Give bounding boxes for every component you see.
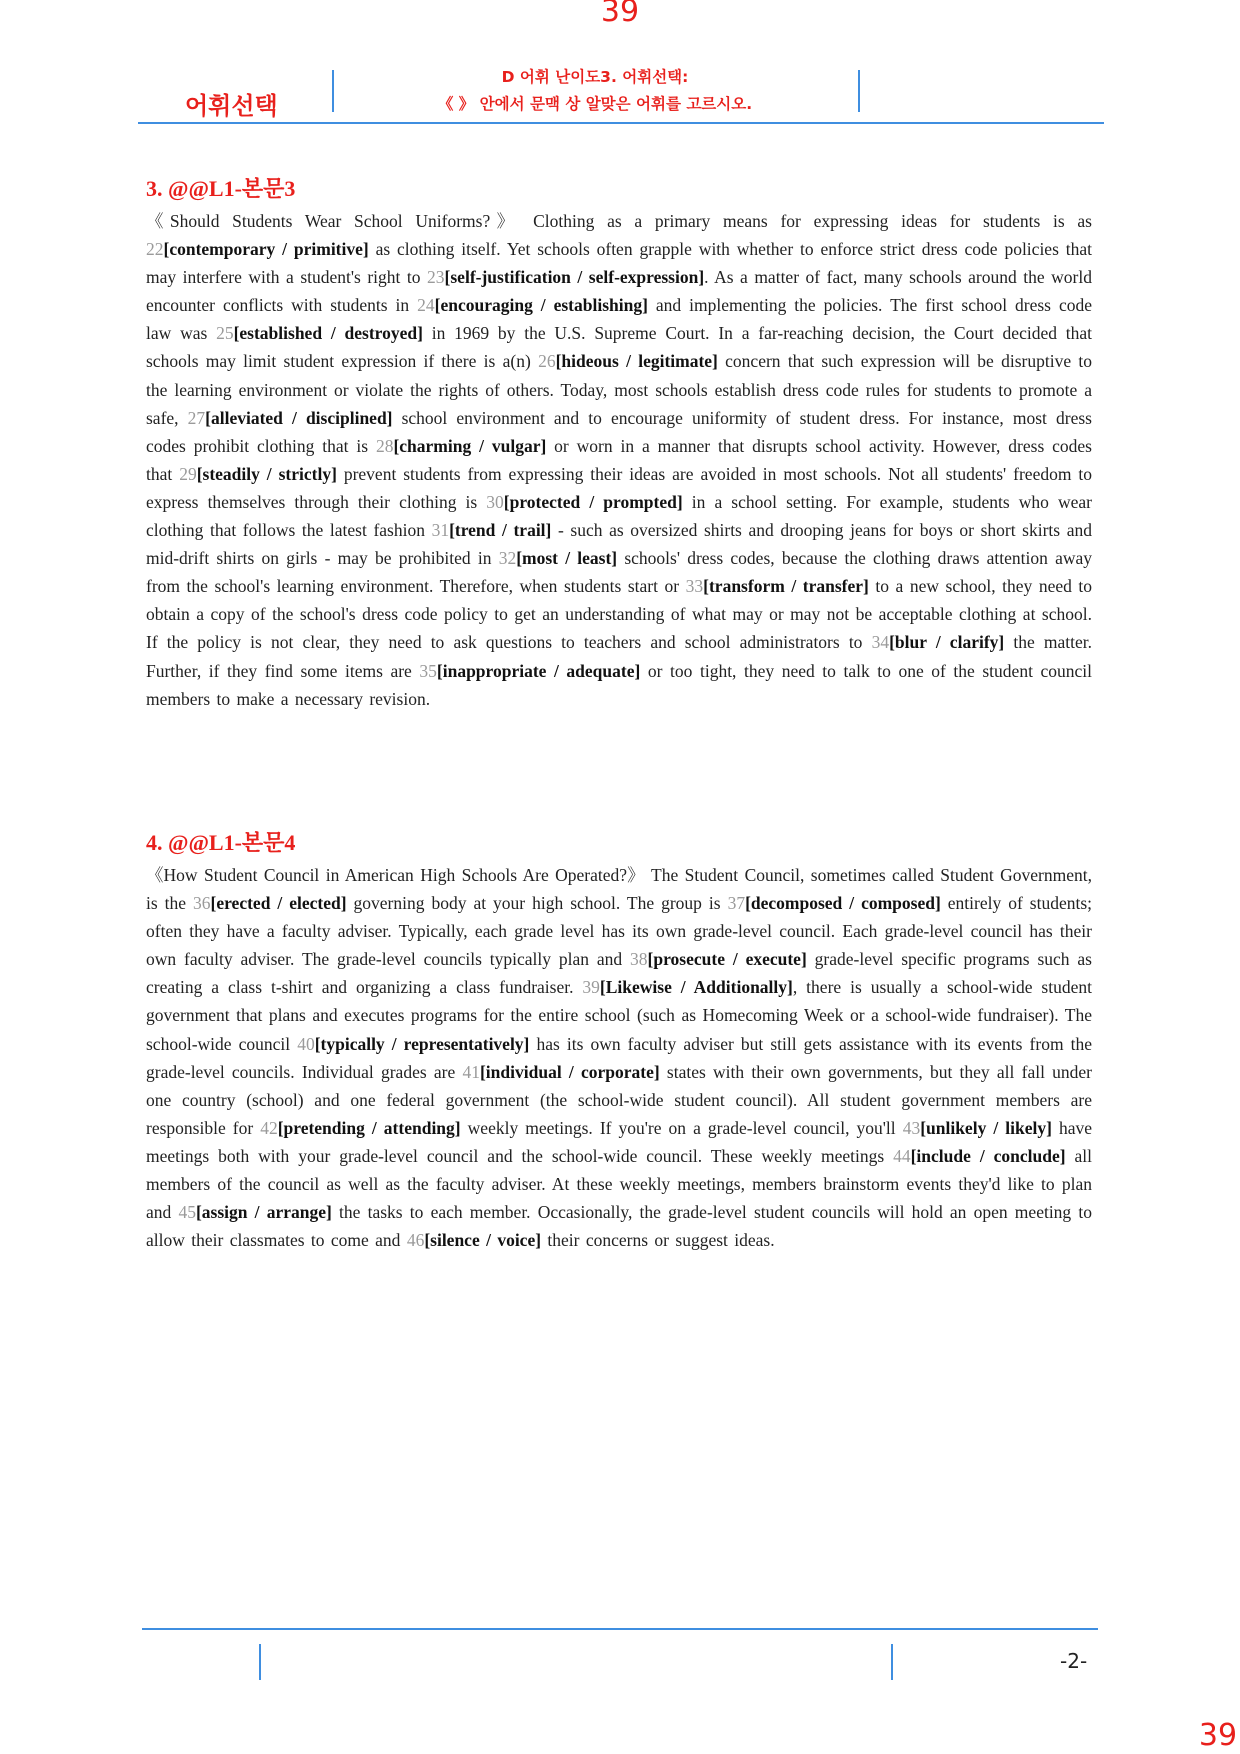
- passage-text: school environment and to encourage uniformity of student dress. For instance, most dress codes prohibit clothing that is: [146, 407, 1092, 456]
- word-choice: [encouraging / establishing]: [434, 295, 648, 316]
- blank-number: 44: [893, 1145, 911, 1166]
- word-choice: [contemporary / primitive]: [163, 239, 369, 260]
- passage-text: in 1969 by the U.S. Supreme Court. In a far-reaching decision, the Court decided that schools may limit student expression if there is a(n): [146, 323, 1092, 372]
- passage-text: their concerns or suggest ideas.: [541, 1230, 775, 1251]
- word-choice: [unlikely / likely]: [920, 1117, 1052, 1138]
- word-choice: [erected / elected]: [210, 893, 347, 914]
- footer-divider-right: [891, 1644, 893, 1680]
- passage-text: concern that such expression will be disruptive to the learning environment or violate the rights of others. Today, most schools establish dress code rules for students to promote a safe,: [146, 351, 1092, 428]
- footer-divider-left: [259, 1644, 261, 1680]
- passage-title: 4. @@L1-본문4: [146, 830, 296, 855]
- passage-title: 3. @@L1-본문3: [146, 176, 296, 201]
- passage-text: have meetings both with your grade-level council and the school-wide council. These weekly meetings: [146, 1117, 1092, 1166]
- blank-number: 23: [427, 267, 445, 288]
- word-choice: [assign / arrange]: [195, 1202, 332, 1223]
- passage-text: states with their own governments, but they all fall under one country (school) and one federal government (the school-wide student council). All student government members are responsible for: [146, 1061, 1093, 1138]
- passage-text: entirely of students; often they have a faculty adviser. Typically, each grade level has its own grade-level council. Each grade-level council has their own faculty adviser. The grade-level councils typically plan and: [146, 893, 1092, 970]
- footer-page-label: -2-: [1060, 1649, 1088, 1673]
- blank-number: 39: [582, 977, 600, 998]
- word-choice: [most / least]: [516, 548, 618, 569]
- passage-text: . As a matter of fact, many schools around the world encounter conflicts with students in: [146, 267, 1092, 316]
- footer-rule: [142, 1628, 1098, 1630]
- word-choice: [blur / clarify]: [889, 632, 1005, 653]
- passage-text: to a new school, they need to obtain a copy of the school's dress code policy to get an understanding of what may or may not be acceptable clothing at school. If the policy is not clear, they need to ask questions to teachers and school administrators to: [146, 576, 1093, 653]
- blank-number: 46: [406, 1230, 425, 1251]
- word-choice: [steadily / strictly]: [196, 463, 337, 484]
- passage-text: all members of the council as well as the faculty adviser. At these weekly meetings, members brainstorm events they'd like to plan and: [146, 1145, 1092, 1223]
- passage-text: weekly meetings. If you're on a grade-level council, you'll: [460, 1117, 903, 1138]
- blank-number: 28: [375, 435, 394, 456]
- word-choice: [silence / voice]: [424, 1230, 542, 1251]
- blank-number: 25: [216, 323, 234, 344]
- header-instruction: [332, 64, 858, 118]
- passage-text: governing body at your high school. The group is: [346, 893, 728, 914]
- blank-number: 32: [498, 548, 517, 569]
- blank-number: 35: [419, 660, 437, 681]
- passage-text: schools' dress codes, because the clothing draws attention away from the school's learning environment. Therefore, when students start or: [146, 548, 1092, 597]
- word-choice: [Likewise / Additionally]: [599, 977, 793, 998]
- blank-number: 34: [871, 632, 890, 653]
- page-number-bottom: 39: [1198, 1718, 1238, 1753]
- blank-number: 38: [630, 949, 648, 970]
- word-choice: [individual / corporate]: [479, 1061, 660, 1082]
- passage-text: and implementing the policies. The first school dress code law was: [146, 295, 1092, 344]
- word-choice: [include / conclude]: [910, 1145, 1066, 1166]
- passage-text: grade-level specific programs such as creating a class t-shirt and organizing a class fundraiser.: [146, 949, 1092, 998]
- blank-number: 41: [462, 1061, 480, 1082]
- passage-body: [146, 207, 1092, 713]
- blank-number: 42: [260, 1117, 278, 1138]
- word-choice: [decomposed / composed]: [745, 893, 941, 914]
- passage-body: [146, 861, 1092, 1254]
- passage-text: - such as oversized shirts and drooping jeans for boys or short skirts and mid-drift shirts on girls - may be prohibited in: [146, 520, 1092, 569]
- blank-number: 36: [193, 893, 211, 914]
- blank-number: 31: [431, 520, 450, 541]
- passage-text: or worn in a manner that disrupts school activity. However, dress codes that: [146, 435, 1092, 484]
- word-choice: [established / destroyed]: [233, 323, 423, 344]
- blank-number: 33: [685, 576, 704, 597]
- word-choice: [self-justification / self-expression]: [444, 267, 705, 288]
- passage-text: as clothing itself. Yet schools often grapple with whether to enforce strict dress code policies that may interfere with a student's right to: [146, 239, 1092, 288]
- word-choice: [prosecute / execute]: [647, 949, 807, 970]
- word-choice: [transform / transfer]: [703, 576, 869, 597]
- word-choice: [charming / vulgar]: [393, 435, 547, 456]
- word-choice: [trend / trail]: [449, 520, 552, 541]
- word-choice: [typically / representatively]: [314, 1033, 530, 1054]
- passage-text: has its own faculty adviser but still gets assistance with its events from the grade-level councils. Individual grades are: [146, 1033, 1093, 1082]
- passage-text: 《Should Students Wear School Uniforms?》 Clothing as a primary means for expressing ideas for students is as: [146, 211, 1092, 231]
- blank-number: 45: [178, 1202, 196, 1223]
- blank-number: 37: [727, 893, 746, 914]
- header-divider-right: [858, 70, 860, 112]
- blank-number: 43: [902, 1117, 921, 1138]
- header-rule: [138, 122, 1104, 124]
- blank-number: 40: [297, 1033, 315, 1054]
- blank-number: 22: [146, 239, 164, 260]
- word-choice: [protected / prompted]: [503, 491, 683, 512]
- instruction-line-1: D 어휘 난이도3. 어휘선택:: [501, 68, 689, 86]
- blank-number: 30: [486, 491, 504, 512]
- passage-text: prevent students from expressing their ideas are avoided in most schools. Not all students' freedom to express themselves through their clothing is: [146, 463, 1092, 512]
- blank-number: 27: [187, 407, 206, 428]
- passage-text: the matter. Further, if they find some items are: [146, 632, 1092, 681]
- word-choice: [alleviated / disciplined]: [205, 407, 393, 428]
- passage-text: 《How Student Council in American High Schools Are Operated?》 The Student Council, sometimes called Student Government, is the: [146, 865, 1092, 914]
- page-number-top: 39: [600, 0, 640, 29]
- blank-number: 29: [179, 463, 197, 484]
- passage-text: or too tight, they need to talk to one of the student council members to make a necessary revision.: [146, 660, 1093, 709]
- word-choice: [hideous / legitimate]: [555, 351, 718, 372]
- passage-text: in a school setting. For example, students who wear clothing that follows the latest fashion: [146, 491, 1092, 541]
- instruction-line-2: 《 》 안에서 문맥 상 알맞은 어휘를 고르시오.: [437, 95, 753, 113]
- blank-number: 26: [538, 351, 556, 372]
- word-choice: [inappropriate / adequate]: [436, 660, 641, 681]
- section-label: 어휘선택: [185, 92, 278, 120]
- blank-number: 24: [417, 295, 435, 316]
- word-choice: [pretending / attending]: [277, 1117, 461, 1138]
- passage-text: the tasks to each member. Occasionally, the grade-level student councils will hold an open meeting to allow their classmates to come and: [146, 1202, 1092, 1251]
- passage-text: , there is usually a school-wide student government that plans and executes programs for the entire school (such as Homecoming Week or a school-wide fundraiser). The school-wide council: [146, 977, 1092, 1054]
